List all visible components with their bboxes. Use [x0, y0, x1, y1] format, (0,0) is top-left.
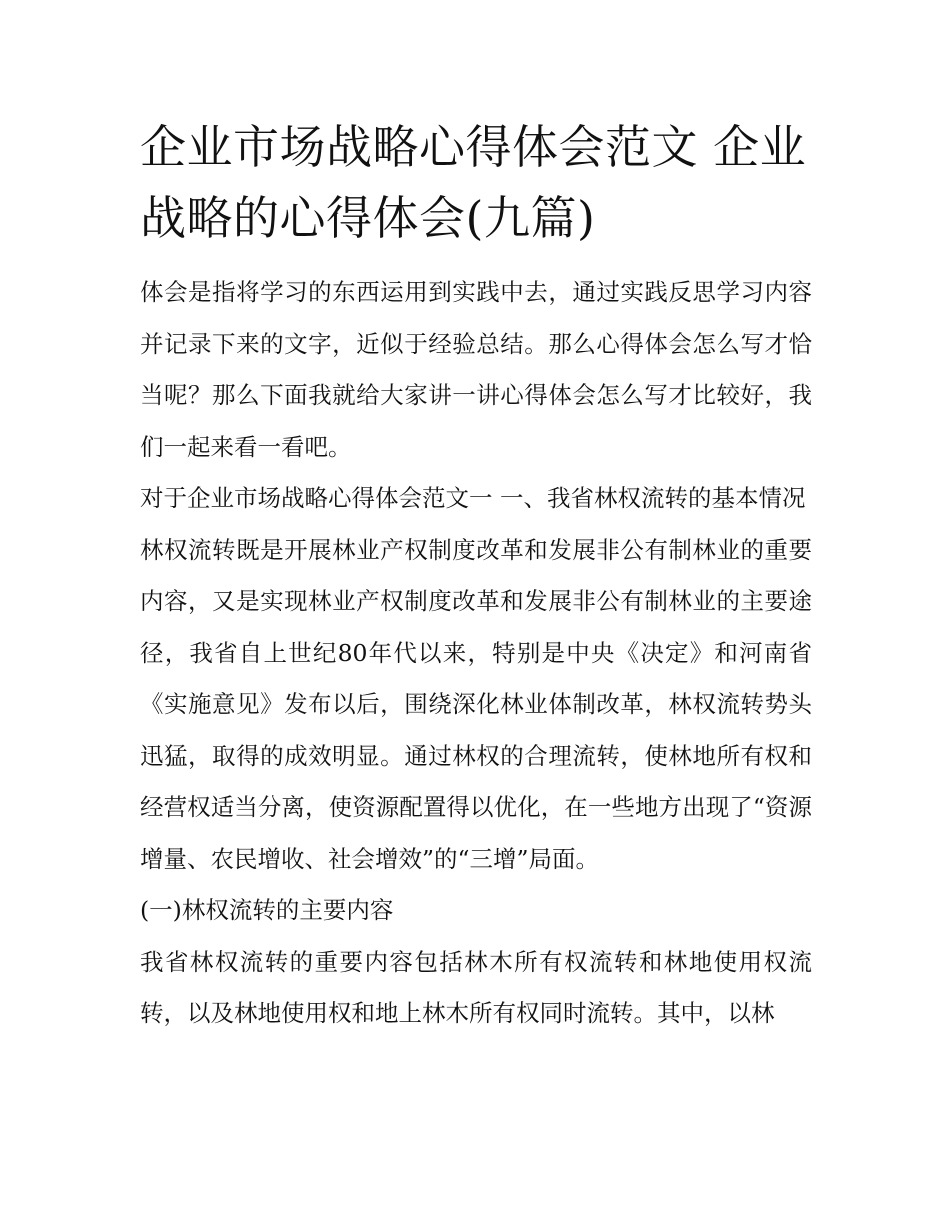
body-paragraph: 我省林权流转的重要内容包括林木所有权流转和林地使用权流转，以及林地使用权和地上林木所有权同时流转。其中，以林 [140, 947, 812, 1027]
document-body [140, 112, 812, 1040]
section-heading-paragraph: 对于企业市场战略心得体会范文一 一、我省林权流转的基本情况 [140, 484, 806, 512]
intro-paragraph: 体会是指将学习的东西运用到实践中去，通过实践反思学习内容并记录下来的文字，近似于经验总结。那么心得体会怎么写才恰当呢？那么下面我就给大家讲一讲心得体会怎么写才比较好，我们一起来看一看吧。 [140, 278, 812, 461]
subsection-heading: (一)林权流转的主要内容 [140, 896, 394, 924]
document-title: 企业市场战略心得体会范文 企业战略的心得体会(九篇) [140, 120, 807, 245]
body-paragraph: 林权流转既是开展林业产权制度改革和发展非公有制林业的重要内容，又是实现林业产权制度改革和发展非公有制林业的主要途径，我省自上世纪80年代以来，特别是中央《决定》和河南省《实施意见》发布以后，围绕深化林业体制改革，林权流转势头迅猛，取得的成效明显。通过林权的合理流转，使林地所有权和经营权适当分离，使资源配置得以优化，在一些地方出现了“资源增量、农民增收、社会增效”的“三增”局面。 [140, 535, 812, 873]
